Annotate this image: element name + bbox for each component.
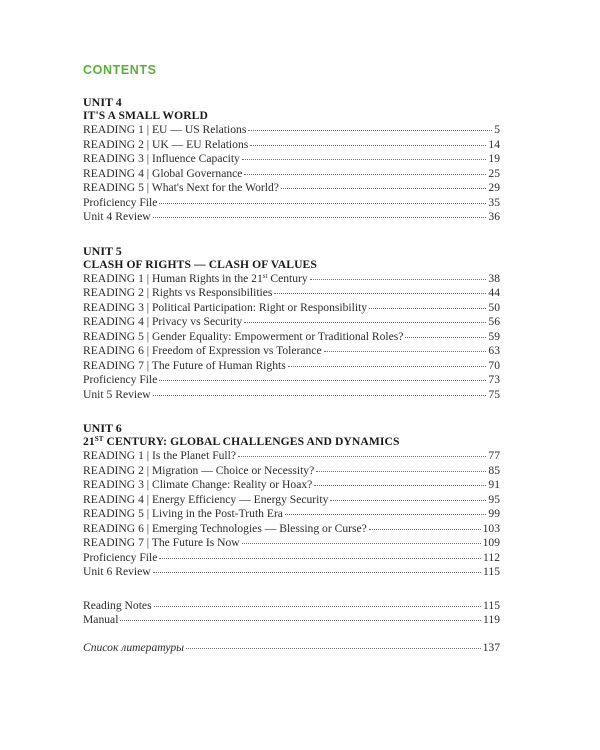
dot-leader bbox=[153, 572, 481, 573]
toc-entry[interactable] bbox=[83, 449, 500, 464]
toc-entry-page: 115 bbox=[483, 565, 500, 578]
toc-entry[interactable] bbox=[83, 123, 500, 138]
toc-entry-label: READING 7 | The Future Is Now bbox=[83, 536, 240, 549]
toc-entry[interactable] bbox=[83, 286, 500, 301]
toc-entry[interactable] bbox=[83, 181, 500, 196]
toc-entry-label: READING 1 | EU — US Relations bbox=[83, 123, 247, 136]
table-of-contents bbox=[83, 95, 500, 655]
unit-5-section bbox=[83, 244, 500, 403]
back-matter-section bbox=[83, 599, 500, 656]
toc-entry-label: READING 5 | Gender Equality: Empowerment or Traditional Roles? bbox=[83, 329, 404, 343]
toc-entry-label: Proficiency File bbox=[83, 550, 158, 564]
toc-entry-label: READING 2 | Migration — Choice or Necessity? bbox=[83, 463, 315, 477]
toc-entry-page: 29 bbox=[488, 181, 500, 194]
toc-entry[interactable] bbox=[83, 330, 500, 345]
unit-title: IT'S A SMALL WORLD bbox=[83, 109, 208, 122]
toc-entry[interactable] bbox=[83, 301, 500, 316]
dot-leader bbox=[159, 203, 486, 204]
toc-entry-label: READING 6 | Freedom of Expression vs Tolerance bbox=[83, 344, 322, 357]
unit-6-section bbox=[83, 421, 500, 580]
toc-entry-label: READING 4 | Privacy vs Security bbox=[83, 315, 243, 328]
toc-entry-label: READING 3 | Climate Change: Reality or Hoax? bbox=[83, 478, 313, 491]
toc-entry[interactable] bbox=[83, 196, 500, 211]
toc-entry-reading-notes[interactable] bbox=[83, 599, 500, 614]
toc-entry-page: 95 bbox=[488, 492, 500, 506]
toc-entry-label: Manual bbox=[83, 613, 119, 626]
dot-leader bbox=[159, 558, 481, 559]
dot-leader bbox=[281, 188, 486, 189]
toc-entry-label: Proficiency File bbox=[83, 373, 158, 386]
toc-entry[interactable] bbox=[83, 551, 500, 566]
dot-leader bbox=[330, 500, 486, 501]
dot-leader bbox=[244, 322, 486, 323]
toc-entry-label: Список литературы bbox=[83, 640, 184, 654]
toc-entry-page: 73 bbox=[488, 373, 500, 386]
toc-entry-page: 137 bbox=[482, 640, 500, 654]
toc-entry-page: 112 bbox=[483, 550, 500, 564]
spacer bbox=[83, 628, 500, 641]
toc-entry-label: READING 1 | Human Rights in the 21st Century bbox=[83, 271, 308, 285]
toc-entry-label: READING 4 | Global Governance bbox=[83, 166, 243, 180]
toc-entry[interactable] bbox=[83, 272, 500, 287]
dot-leader bbox=[274, 293, 486, 294]
toc-entry[interactable] bbox=[83, 167, 500, 182]
toc-entry[interactable] bbox=[83, 152, 500, 167]
toc-entry-page: 56 bbox=[488, 315, 500, 328]
toc-entry-label: READING 2 | Rights vs Responsibilities bbox=[83, 286, 273, 299]
toc-entry[interactable] bbox=[83, 507, 500, 522]
dot-leader bbox=[238, 456, 486, 457]
toc-entry-page: 59 bbox=[488, 329, 500, 343]
unit-4-section bbox=[83, 95, 500, 225]
toc-entry[interactable] bbox=[83, 210, 500, 225]
toc-entry-label: READING 5 | What's Next for the World? bbox=[83, 181, 279, 194]
toc-entry-page: 63 bbox=[488, 344, 500, 357]
toc-entry-page: 19 bbox=[488, 152, 500, 165]
dot-leader bbox=[244, 174, 486, 175]
toc-entry[interactable] bbox=[83, 536, 500, 551]
unit-title: 21ST CENTURY: GLOBAL CHALLENGES AND DYNAMICS bbox=[83, 435, 400, 448]
toc-entry-label: READING 5 | Living in the Post-Truth Era bbox=[83, 507, 283, 520]
dot-leader bbox=[242, 543, 481, 544]
toc-entry-page: 36 bbox=[488, 210, 500, 223]
dot-leader bbox=[285, 514, 486, 515]
toc-entry-label: READING 4 | Energy Efficiency — Energy Security bbox=[83, 492, 329, 506]
toc-entry[interactable] bbox=[83, 315, 500, 330]
toc-entry-page: 38 bbox=[488, 271, 500, 285]
toc-entry-page: 91 bbox=[488, 478, 500, 491]
toc-entry-page: 99 bbox=[488, 507, 500, 520]
toc-entry-label: Reading Notes bbox=[83, 598, 152, 612]
toc-entry-page: 103 bbox=[482, 521, 500, 535]
dot-leader bbox=[369, 308, 486, 309]
dot-leader bbox=[310, 279, 487, 280]
toc-entry-page: 44 bbox=[488, 286, 500, 299]
toc-entry-page: 25 bbox=[488, 166, 500, 180]
contents-heading: CONTENTS bbox=[83, 63, 157, 77]
toc-entry[interactable] bbox=[83, 373, 500, 388]
dot-leader bbox=[186, 648, 481, 649]
unit-number: UNIT 6 bbox=[83, 421, 122, 435]
toc-entry-page: 119 bbox=[483, 613, 500, 626]
toc-entry-label: Unit 6 Review bbox=[83, 565, 151, 578]
dot-leader bbox=[324, 351, 487, 352]
toc-entry[interactable] bbox=[83, 359, 500, 374]
dot-leader bbox=[314, 485, 486, 486]
toc-entry-label: READING 3 | Influence Capacity bbox=[83, 152, 240, 165]
toc-entry[interactable] bbox=[83, 493, 500, 508]
dot-leader bbox=[153, 395, 487, 396]
toc-entry-page: 70 bbox=[488, 358, 500, 372]
toc-entry[interactable] bbox=[83, 522, 500, 537]
dot-leader bbox=[154, 606, 481, 607]
dot-leader bbox=[248, 130, 492, 131]
toc-entry[interactable] bbox=[83, 565, 500, 580]
dot-leader bbox=[369, 529, 481, 530]
dot-leader bbox=[316, 471, 486, 472]
toc-entry-page: 77 bbox=[488, 449, 500, 462]
dot-leader bbox=[120, 620, 481, 621]
dot-leader bbox=[405, 337, 486, 338]
dot-leader bbox=[159, 380, 486, 381]
toc-entry-label: Unit 5 Review bbox=[83, 387, 151, 401]
toc-entry-page: 109 bbox=[482, 536, 500, 549]
toc-entry[interactable] bbox=[83, 388, 500, 403]
unit-number: UNIT 5 bbox=[83, 243, 122, 258]
toc-entry[interactable] bbox=[83, 478, 500, 493]
toc-entry-page: 75 bbox=[488, 387, 500, 401]
toc-entry-label: READING 7 | The Future of Human Rights bbox=[83, 358, 286, 372]
toc-entry-label: READING 1 | Is the Planet Full? bbox=[83, 449, 237, 462]
toc-entry-bibliography[interactable] bbox=[83, 641, 500, 656]
toc-entry[interactable] bbox=[83, 138, 500, 153]
toc-entry-label: Unit 4 Review bbox=[83, 210, 151, 223]
toc-entry[interactable] bbox=[83, 344, 500, 359]
toc-entry-page: 5 bbox=[494, 123, 500, 136]
toc-entry-label: READING 3 | Political Participation: Right or Responsibility bbox=[83, 300, 368, 314]
toc-entry-label: READING 2 | UK — EU Relations bbox=[83, 137, 249, 151]
toc-entry-page: 85 bbox=[488, 463, 500, 477]
unit-number: UNIT 4 bbox=[83, 95, 122, 109]
toc-entry-label: READING 6 | Emerging Technologies — Blessing or Curse? bbox=[83, 521, 367, 535]
dot-leader bbox=[288, 366, 487, 367]
toc-entry-page: 14 bbox=[488, 137, 500, 151]
toc-entry-manual[interactable] bbox=[83, 613, 500, 628]
dot-leader bbox=[250, 145, 486, 146]
toc-entry-label: Proficiency File bbox=[83, 195, 158, 209]
toc-entry-page: 115 bbox=[483, 598, 500, 612]
dot-leader bbox=[242, 159, 487, 160]
toc-entry-page: 50 bbox=[488, 300, 500, 314]
toc-entry-page: 35 bbox=[488, 195, 500, 209]
dot-leader bbox=[153, 217, 487, 218]
unit-title: CLASH OF RIGHTS — CLASH OF VALUES bbox=[83, 257, 317, 271]
toc-entry[interactable] bbox=[83, 464, 500, 479]
